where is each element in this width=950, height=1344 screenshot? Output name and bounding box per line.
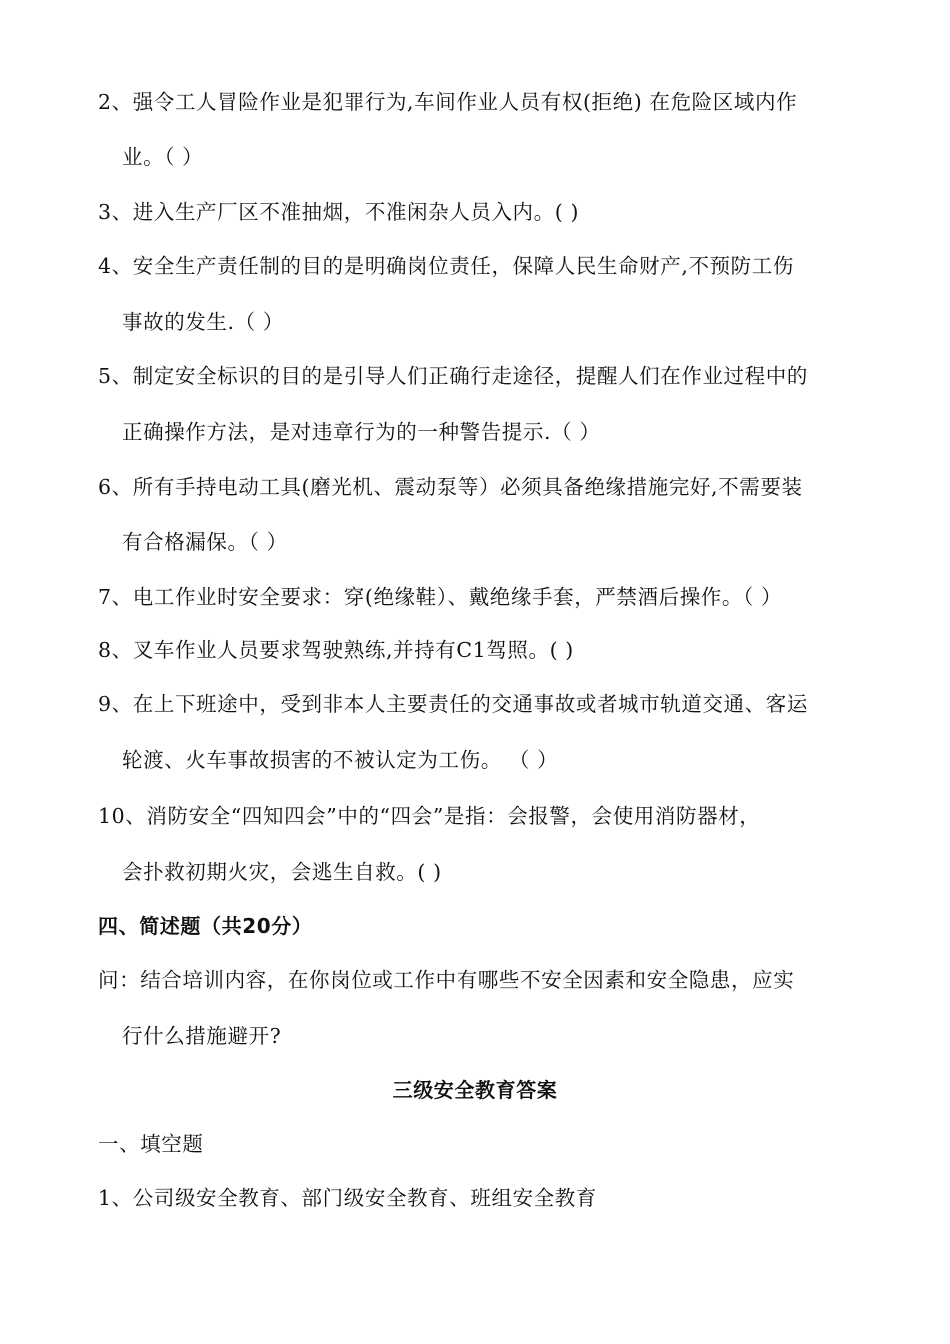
section-4-heading: 四、简述题（共20分） bbox=[98, 914, 313, 938]
question-4-line-1: 4、安全生产责任制的目的是明确岗位责任，保障人民生命财产,不预防工伤 bbox=[98, 254, 794, 278]
question-8-line-1: 8、叉车作业人员要求驾驶熟练,并持有C1驾照。( ) bbox=[98, 638, 574, 662]
section-4-question-line-1: 问：结合培训内容，在你岗位或工作中有哪些不安全因素和安全隐患，应实 bbox=[98, 968, 795, 992]
question-10-line-1: 10、消防安全“四知四会”中的“四会”是指：会报警，会使用消防器材， bbox=[98, 804, 761, 828]
question-4-line-2: 事故的发生.（ ） bbox=[122, 310, 284, 334]
question-10-line-2: 会扑救初期火灾，会逃生自救。( ) bbox=[122, 860, 442, 884]
section-4-question-line-2: 行什么措施避开? bbox=[122, 1024, 282, 1048]
question-5-line-1: 5、制定安全标识的目的是引导人们正确行走途径，提醒人们在作业过程中的 bbox=[98, 364, 808, 388]
question-6-line-1: 6、所有手持电动工具(磨光机、震动泵等）必须具备绝缘措施完好,不需要装 bbox=[98, 475, 803, 499]
question-2-line-1: 2、强令工人冒险作业是犯罪行为,车间作业人员有权(拒绝) 在危险区域内作 bbox=[98, 90, 798, 114]
question-9-line-2: 轮渡、火车事故损害的不被认定为工伤。 （ ） bbox=[122, 748, 559, 772]
question-9-line-1: 9、在上下班途中，受到非本人主要责任的交通事故或者城市轨道交通、客运 bbox=[98, 692, 808, 716]
question-6-line-2: 有合格漏保。（ ） bbox=[122, 530, 288, 554]
answers-title: 三级安全教育答案 bbox=[392, 1078, 558, 1102]
question-3-line-1: 3、进入生产厂区不准抽烟，不准闲杂人员入内。( ) bbox=[98, 200, 580, 224]
question-7-line-1: 7、电工作业时安全要求：穿(绝缘鞋）、戴绝缘手套，严禁酒后操作。（ ） bbox=[98, 585, 783, 609]
answers-section-1-heading: 一、填空题 bbox=[98, 1132, 204, 1156]
question-5-line-2: 正确操作方法，是对违章行为的一种警告提示.（ ） bbox=[122, 420, 601, 444]
question-2-line-2: 业。（ ） bbox=[122, 145, 204, 169]
answers-item-1: 1、公司级安全教育、部门级安全教育、班组安全教育 bbox=[98, 1186, 597, 1210]
